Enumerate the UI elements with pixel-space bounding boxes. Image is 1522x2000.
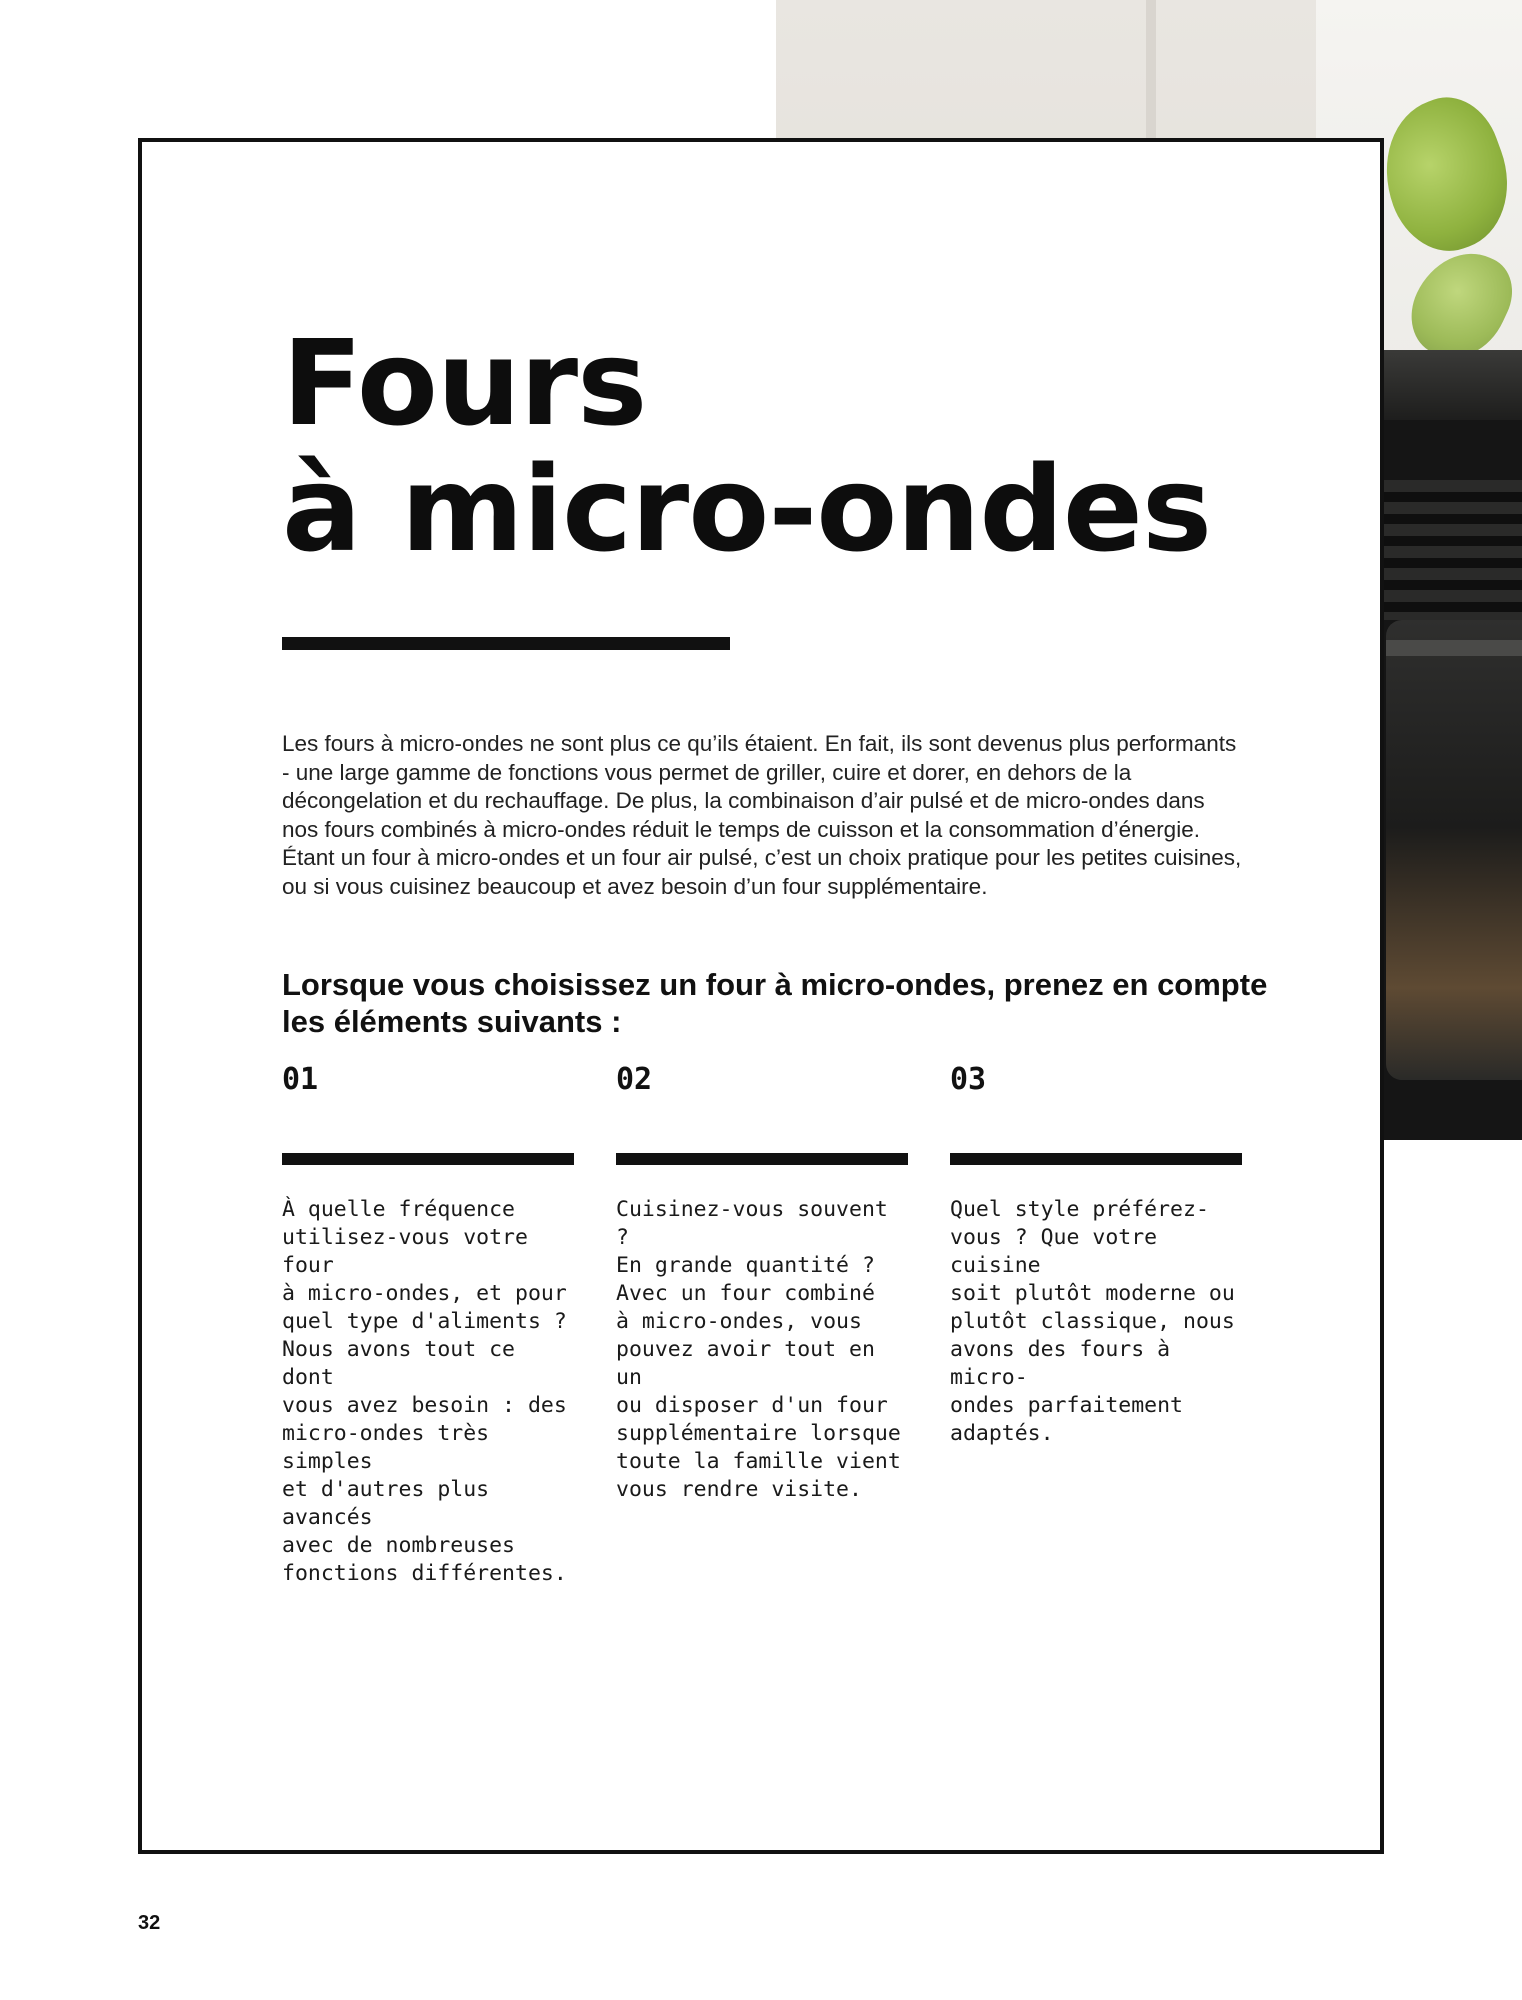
tip-divider bbox=[950, 1153, 1242, 1165]
title-divider bbox=[282, 637, 730, 650]
tip-divider bbox=[282, 1153, 574, 1165]
tip-column-3 bbox=[950, 1060, 1242, 1448]
tip-number: 03 bbox=[950, 1062, 987, 1097]
tip-text: À quelle fréquence utilisez-vous votre four à micro-ondes, et pour quel type d'aliments ? Nous avons tout ce dont vous avez besoin : des micro-ondes très simples et d'autres plus avancés avec de nombreuses fonctions différentes. bbox=[282, 1197, 567, 1586]
tip-number: 01 bbox=[282, 1062, 319, 1097]
tip-number: 02 bbox=[616, 1062, 653, 1097]
oven-handle bbox=[1386, 640, 1522, 656]
tip-text: Quel style préférez- vous ? Que votre cuisine soit plutôt moderne ou plutôt classique, nous avons des fours à micro- ondes parfaitement adaptés. bbox=[950, 1197, 1235, 1446]
page-title bbox=[282, 314, 1212, 578]
tip-divider bbox=[616, 1153, 908, 1165]
oven-door bbox=[1386, 620, 1522, 1080]
tip-column-2 bbox=[616, 1060, 908, 1504]
tip-text: Cuisinez-vous souvent ? En grande quantité ? Avec un four combiné à micro-ondes, vous pouvez avoir tout en un ou disposer d'un four supplémentaire lorsque toute la famille vient vous rendre visite. bbox=[616, 1197, 901, 1502]
tip-column-1 bbox=[282, 1060, 574, 1588]
page-number: 32 bbox=[138, 1912, 161, 1934]
section-subheading: Lorsque vous choisissez un four à micro-ondes, prenez en compte les éléments suivants : bbox=[282, 967, 1268, 1039]
shelf bbox=[1376, 350, 1522, 420]
page-title-line-1: Fours bbox=[282, 314, 647, 452]
oven-vent bbox=[1376, 480, 1522, 620]
page-title-line-2: à micro-ondes bbox=[282, 440, 1212, 578]
intro-paragraph: Les fours à micro-ondes ne sont plus ce qu’ils étaient. En fait, ils sont devenus plus performants - une large gamme de fonctions vous permet de griller, cuire et dorer, en dehors de la décongelation et du rechauffage. De plus, la combinaison d’air pulsé et de micro-ondes dans nos fours combinés à micro-ondes réduit le temps de cuisson et la consommation d’énergie. Étant un four à micro-ondes et un four air pulsé, c’est un choix pratique pour les petites cuisines, ou si vous cuisinez beaucoup et avez besoin d’un four supplémentaire. bbox=[282, 731, 1242, 899]
